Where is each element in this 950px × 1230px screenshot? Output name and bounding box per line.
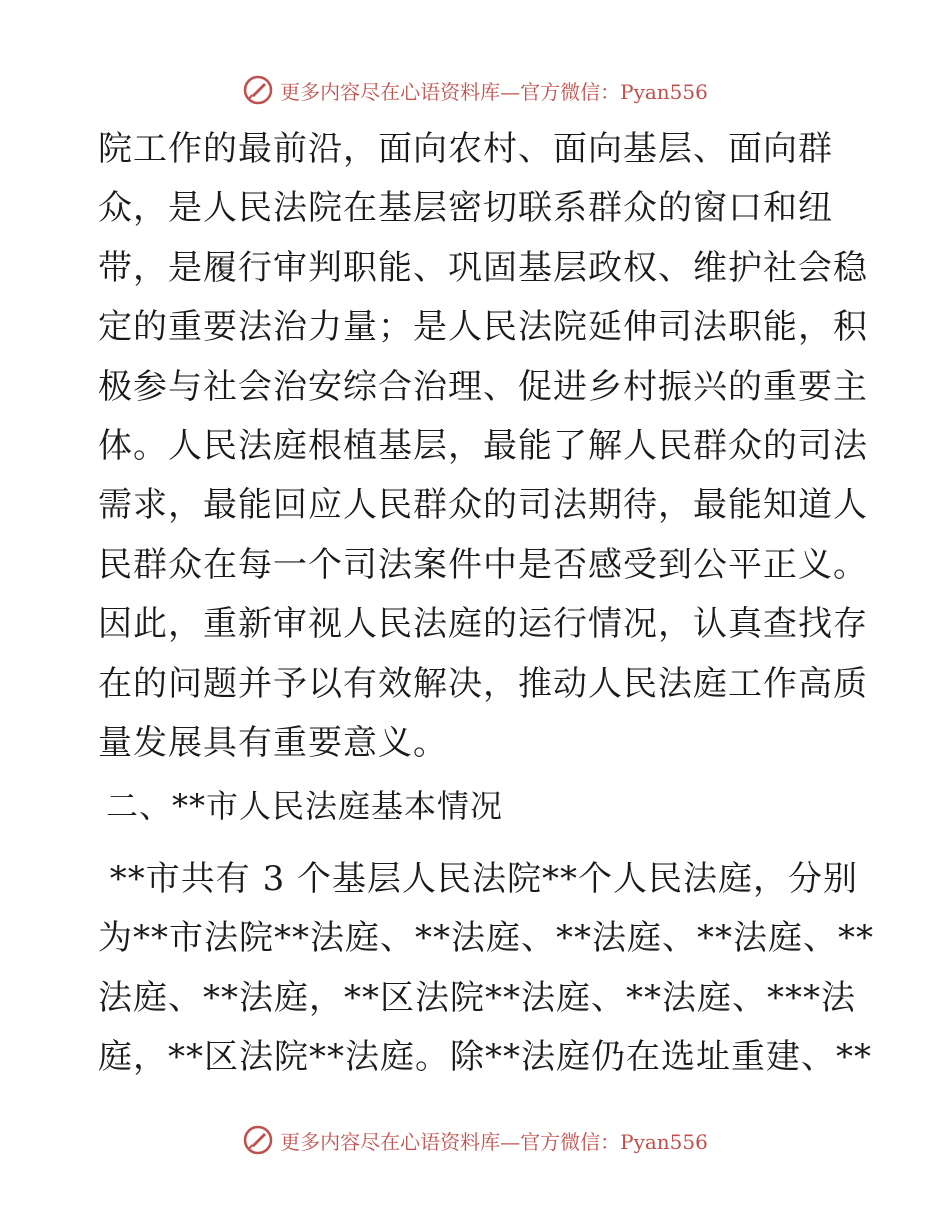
text-line: 庭，**区法院**法庭。除**法庭仍在选址重建、** bbox=[98, 1037, 872, 1078]
text-line: 民群众在每一个司法案件中是否感受到公平正义。 bbox=[98, 544, 868, 585]
quill-logo-icon bbox=[242, 1124, 274, 1156]
header-watermark bbox=[0, 72, 950, 108]
text-line: 体。人民法庭根植基层，最能了解人民群众的司法 bbox=[98, 425, 868, 466]
text-line: 在的问题并予以有效解决，推动人民法庭工作高质 bbox=[98, 663, 868, 704]
text-line: 量发展具有重要意义。 bbox=[98, 722, 448, 763]
text-line: 定的重要法治力量；是人民法院延伸司法职能，积 bbox=[98, 307, 868, 348]
watermark-text: 更多内容尽在心语资料库—官方微信：Pyan556 bbox=[280, 79, 708, 104]
text-line: 带，是履行审判职能、巩固基层政权、维护社会稳 bbox=[98, 247, 868, 288]
text-line: 因此，重新审视人民法庭的运行情况，认真查找存 bbox=[98, 604, 868, 645]
footer-watermark bbox=[0, 1122, 950, 1158]
text-line: **市共有 3 个基层人民法院**个人民法庭，分别 bbox=[98, 859, 859, 899]
watermark-text: 更多内容尽在心语资料库—官方微信：Pyan556 bbox=[280, 1129, 708, 1154]
text-line: 法庭、**法庭，**区法院**法庭、**法庭、***法 bbox=[98, 977, 856, 1018]
text-line: 院工作的最前沿，面向农村、面向基层、面向群 bbox=[98, 129, 833, 169]
paragraph-2 bbox=[98, 850, 874, 1088]
text-line: 众，是人民法院在基层密切联系群众的窗口和纽 bbox=[98, 188, 833, 229]
paragraph-1 bbox=[98, 120, 868, 773]
quill-logo-icon bbox=[242, 74, 274, 106]
text-line: 极参与社会治安综合治理、促进乡村振兴的重要主 bbox=[98, 366, 868, 407]
text-line: 为**市法院**法庭、**法庭、**法庭、**法庭、** bbox=[98, 918, 874, 959]
section-heading: 二、**市人民法庭基本情况 bbox=[106, 787, 504, 825]
text-line: 需求，最能回应人民群众的司法期待，最能知道人 bbox=[98, 485, 868, 526]
